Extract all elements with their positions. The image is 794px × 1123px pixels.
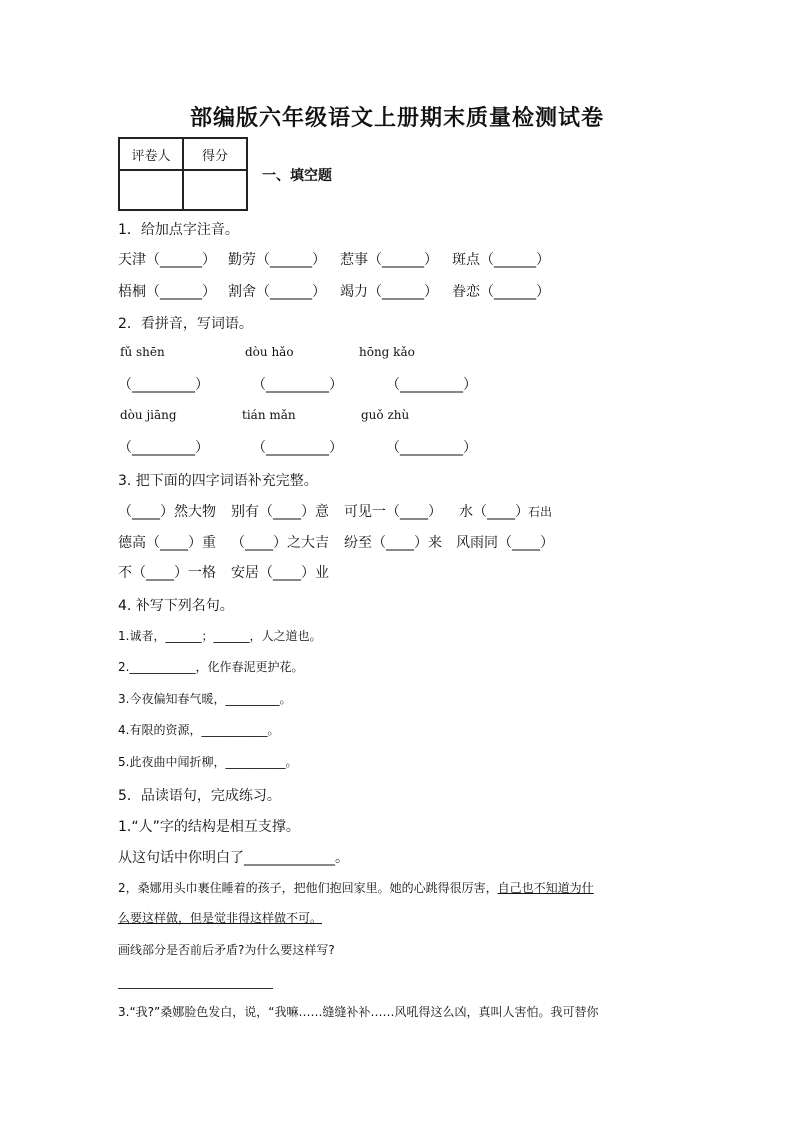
q1-item: 割舍（______）: [228, 284, 326, 300]
q1-item: 勤劳（______）: [228, 252, 326, 268]
q4-item: 5.此夜曲中闻折柳，__________。: [118, 755, 298, 769]
q2-pinyin: tián mǎn: [242, 408, 296, 422]
q5-sub1: 1.“人”字的结构是相互支撑。: [118, 819, 300, 835]
q4-item: 4.有限的资源，___________。: [118, 723, 280, 737]
section-title: 一、填空题: [262, 168, 332, 184]
q5-sub3: 3.“我?”桑娜脸色发白，说，“我嘛……缝缝补补……风吼得这么凶，真叫人害怕。我可替你: [118, 1005, 599, 1019]
q1-item: 竭力（______）: [340, 284, 438, 300]
q2-blank[interactable]: （_________）: [118, 440, 209, 456]
q3-item: 安居（____）业: [231, 565, 329, 581]
q1-prompt: 1．给加点字注音。: [118, 222, 239, 238]
q3-item: 德高（____）重: [118, 535, 216, 551]
q3-item: （____）之大吉: [231, 535, 329, 551]
q4-item: 1.诚者，______；______，人之道也。: [118, 629, 322, 643]
q1-item: 梧桐（______）: [118, 284, 216, 300]
q3-item: 不（____）一格: [118, 565, 216, 581]
q1-item: 斑点（______）: [452, 252, 550, 268]
q1-item: 惹事（______）: [340, 252, 438, 268]
q5-sub2-plain: 2，桑娜用头巾裹住睡着的孩子，把他们抱回家里。她的心跳得很厉害，: [118, 881, 498, 895]
q3-item-tail: 石出: [528, 505, 553, 519]
q3-item: 别有（____）意: [231, 504, 329, 520]
q5-prompt: 5．品读语句，完成练习。: [118, 788, 281, 804]
q3-prompt: 3. 把下面的四字词语补充完整。: [118, 473, 318, 489]
q2-prompt: 2．看拼音，写词语。: [118, 316, 253, 332]
q2-blank[interactable]: （_________）: [386, 377, 477, 393]
grader-header: 评卷人: [119, 138, 183, 170]
page-title: 部编版六年级语文上册期末质量检测试卷: [189, 106, 604, 131]
footnote-divider: [118, 988, 273, 989]
q2-blank[interactable]: （_________）: [252, 440, 343, 456]
q3-item: 水（____）: [459, 504, 529, 520]
q4-item: 3.今夜偏知春气暖，_________。: [118, 692, 292, 706]
q2-blank[interactable]: （_________）: [252, 377, 343, 393]
q2-blank[interactable]: （_________）: [118, 377, 209, 393]
q3-item: （____）然大物: [118, 504, 216, 520]
q3-item: 可见一（____）: [344, 504, 442, 520]
q2-pinyin: dòu jiāng: [120, 408, 177, 422]
q1-item: 眷恋（______）: [452, 284, 550, 300]
q5-sub2-question: 画线部分是否前后矛盾?为什么要这样写?: [118, 943, 335, 957]
q2-pinyin: hōng kǎo: [359, 345, 415, 359]
q1-item: 天津（______）: [118, 252, 216, 268]
grader-score-table: [118, 137, 248, 211]
q2-pinyin: dòu hǎo: [245, 345, 294, 359]
q3-item: 风雨同（____）: [456, 535, 554, 551]
q2-pinyin: fǔ shēn: [120, 345, 165, 359]
score-header: 得分: [183, 138, 247, 170]
q5-sub1-question: 从这句话中你明白了_____________。: [118, 850, 349, 866]
q2-blank[interactable]: （_________）: [386, 440, 477, 456]
q4-item: 2.___________，化作春泥更护花。: [118, 660, 304, 674]
score-cell[interactable]: [183, 170, 247, 210]
q4-prompt: 4. 补写下列名句。: [118, 598, 234, 614]
q5-sub2-text: [118, 879, 594, 896]
q2-pinyin: guǒ zhù: [361, 408, 410, 422]
q5-sub2-underlined: 自己也不知道为什: [497, 881, 594, 895]
q5-sub2-underlined-cont: 么要这样做，但是觉非得这样做不可。: [118, 911, 323, 925]
grader-cell[interactable]: [119, 170, 183, 210]
q3-item: 纷至（____）来: [344, 535, 442, 551]
